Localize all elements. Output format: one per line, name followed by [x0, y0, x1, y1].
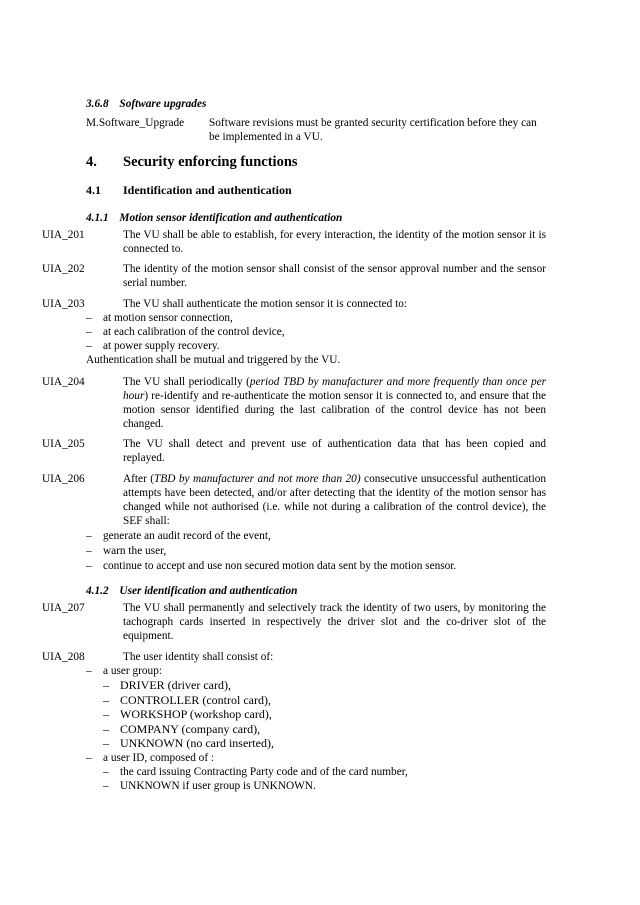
sub-list-item: [103, 722, 546, 737]
section-3-6-8-heading: [86, 97, 206, 111]
list-item-text: DRIVER (driver card),: [120, 678, 231, 692]
list-item-text: at motion sensor connection,: [103, 312, 233, 324]
list-item: [86, 311, 546, 325]
section-title: User identification and authentication: [119, 585, 298, 597]
requirement-text: [86, 437, 546, 465]
dash-icon: –: [86, 312, 92, 324]
list-item-text: continue to accept and use non secured motion data sent by the motion sensor.: [103, 560, 457, 572]
section-title: Security enforcing functions: [123, 154, 298, 170]
list-item-text: the card issuing Contracting Party code and of the card number,: [120, 765, 408, 778]
dash-icon: –: [103, 707, 109, 722]
section-4-1-heading: [86, 183, 292, 197]
section-title: Motion sensor identification and authentication: [119, 212, 343, 224]
text-run: consecutive unsuccessful authentication attempts have been detected, and/or after detecting that the identity of the motion sensor has changed while not authorised (i.e. while not during a calibration of the control device), the SEF shall:: [123, 473, 546, 527]
objective-text: Software revisions must be granted security certification before they can be implemented in a VU.: [209, 117, 537, 143]
requirement-id: UIA_206: [42, 473, 85, 485]
section-number: 4.1.2: [86, 585, 109, 597]
sub-list: [86, 765, 546, 793]
list-item-text: a user group:: [103, 665, 162, 677]
dash-icon: –: [103, 736, 109, 751]
objective-label: M.Software_Upgrade: [86, 117, 185, 129]
list-item-text: a user ID, composed of :: [103, 751, 215, 764]
requirement-id: UIA_202: [42, 263, 85, 275]
requirement-text: [86, 601, 546, 643]
dash-icon: –: [86, 530, 92, 542]
list-item: [86, 751, 546, 765]
requirement-body: The VU shall permanently and selectively track the identity of two users, by monitoring the tachograph cards inserted in respectively the driver slot and the co-driver slot of the equipment.: [123, 602, 546, 642]
text-run-italic: period TBD by manufacturer and more frequently than once per hour: [123, 376, 546, 402]
dash-icon: –: [86, 560, 92, 572]
dash-icon: –: [103, 765, 109, 778]
requirement-id: UIA_207: [42, 602, 85, 614]
section-4-heading: [86, 154, 298, 170]
sub-list-item: [103, 693, 546, 708]
list-item: [86, 325, 546, 339]
sub-list-item: [103, 707, 546, 722]
dash-icon: –: [103, 692, 109, 707]
requirement-text: [86, 297, 546, 367]
list-item: [86, 529, 546, 543]
requirement-id: UIA_208: [42, 651, 85, 663]
sub-list-item: [103, 678, 546, 693]
requirement-body: The VU shall detect and prevent use of authentication data that has been copied and replayed.: [123, 438, 546, 464]
list-item-text: warn the user,: [103, 545, 167, 557]
dash-icon: –: [86, 665, 92, 677]
list-item: [86, 559, 546, 573]
section-4-1-1-heading: [86, 211, 342, 225]
list-item-text: UNKNOWN (no card inserted),: [120, 736, 274, 751]
section-number: 4.: [86, 154, 97, 170]
requirement-id: UIA_203: [42, 298, 85, 310]
requirement-body: The user identity shall consist of:: [123, 651, 274, 663]
text-run: After (: [123, 473, 155, 485]
requirement-body: [86, 472, 546, 528]
list-item-text: COMPANY (company card),: [120, 721, 261, 736]
sub-list-item: [103, 765, 546, 779]
sub-list-item: [103, 779, 546, 793]
requirement-text: [86, 228, 546, 256]
section-4-1-2-heading: [86, 584, 297, 598]
dash-icon: –: [86, 545, 92, 557]
requirement-body: The identity of the motion sensor shall consist of the sensor approval number and the sensor serial number.: [123, 263, 546, 289]
dash-icon: –: [86, 751, 92, 764]
requirement-body: The VU shall authenticate the motion sensor it is connected to:: [123, 298, 408, 310]
list-item-text: CONTROLLER (control card),: [120, 692, 271, 707]
dash-icon: –: [103, 678, 109, 692]
section-number: 4.1.1: [86, 212, 109, 224]
list-item-text: generate an audit record of the event,: [103, 530, 271, 542]
section-title: Identification and authentication: [123, 183, 292, 197]
list-item-text: WORKSHOP (workshop card),: [120, 707, 272, 722]
requirement-body: [86, 375, 546, 431]
dash-icon: –: [86, 326, 92, 338]
text-run-italic: TBD by manufacturer and not more than 20): [154, 473, 361, 485]
text-run: The VU shall periodically (: [123, 376, 250, 388]
list-item-text: at power supply recovery.: [103, 340, 220, 352]
section-number: 4.1: [86, 183, 101, 197]
requirement-body: The VU shall be able to establish, for every interaction, the identity of the motion sensor it is connected to.: [123, 229, 546, 255]
dash-icon: –: [103, 779, 109, 792]
requirement-id: UIA_201: [42, 229, 85, 241]
requirement-id: UIA_204: [42, 376, 85, 388]
list-item: [86, 544, 546, 558]
list-item-text: at each calibration of the control device,: [103, 326, 285, 338]
sub-list-item: [103, 736, 546, 751]
requirement-text: [86, 375, 546, 431]
requirement-id: UIA_205: [42, 438, 85, 450]
requirement-text: [86, 262, 546, 290]
list-item: [86, 339, 546, 353]
dash-icon: –: [103, 721, 109, 736]
section-title: Software upgrades: [119, 98, 207, 110]
list-item-text: UNKNOWN if user group is UNKNOWN.: [120, 779, 316, 792]
section-number: 3.6.8: [86, 98, 109, 110]
requirement-text: [86, 472, 546, 573]
requirement-text: [86, 650, 546, 793]
requirement-note: Authentication shall be mutual and triggered by the VU.: [86, 354, 341, 366]
list-item: [86, 664, 546, 678]
sub-list: [86, 678, 546, 751]
dash-icon: –: [86, 340, 92, 352]
text-run: ) re-identify and re-authenticate the motion sensor it is connected to, and ensure that the motion sensor identified during the last calibration of the control device has not been changed.: [123, 390, 546, 430]
